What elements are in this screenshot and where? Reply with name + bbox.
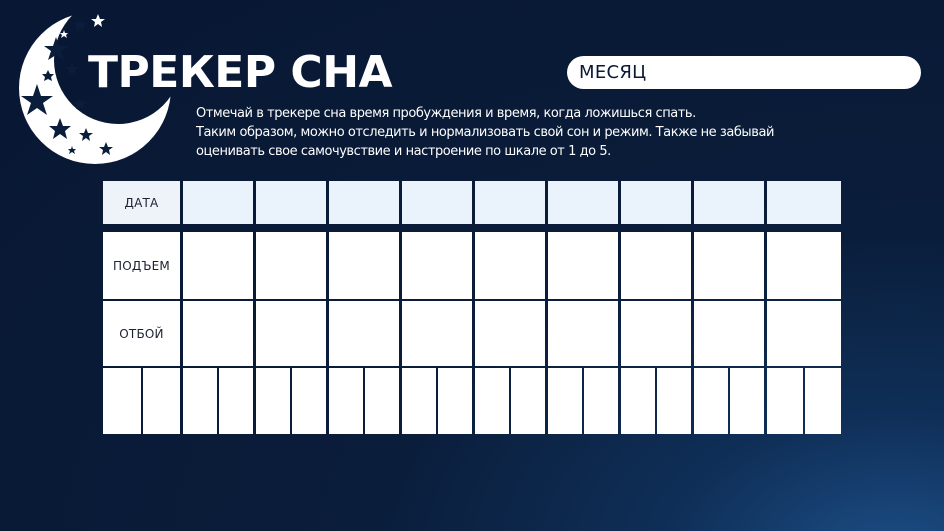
sleep-cell[interactable] bbox=[183, 301, 253, 366]
date-cell[interactable] bbox=[402, 181, 472, 224]
date-cell[interactable] bbox=[475, 181, 545, 224]
date-cell[interactable] bbox=[548, 181, 618, 224]
rating-cell[interactable] bbox=[657, 368, 691, 434]
month-label: МЕСЯЦ bbox=[579, 62, 647, 83]
date-cell[interactable] bbox=[694, 181, 764, 224]
rating-cell[interactable] bbox=[329, 368, 363, 434]
month-field[interactable] bbox=[567, 56, 921, 89]
wake-cell[interactable] bbox=[475, 232, 545, 299]
rating-cell[interactable] bbox=[584, 368, 618, 434]
sleep-cell[interactable] bbox=[329, 301, 399, 366]
wake-cell[interactable] bbox=[256, 232, 326, 299]
sleep-cell[interactable] bbox=[402, 301, 472, 366]
wake-label: ПОДЪЕМ bbox=[113, 258, 170, 273]
page-title: ТРЕКЕР СНА bbox=[88, 47, 393, 98]
rating-cell[interactable] bbox=[365, 368, 399, 434]
sleep-label-cell bbox=[103, 301, 180, 366]
sleep-cell[interactable] bbox=[548, 301, 618, 366]
sleep-cell[interactable] bbox=[475, 301, 545, 366]
rating-cell[interactable] bbox=[548, 368, 582, 434]
rating-cell[interactable] bbox=[621, 368, 655, 434]
date-cell[interactable] bbox=[183, 181, 253, 224]
intro-line: оценивать свое самочувствие и настроение по шкале от 1 до 5. bbox=[196, 144, 611, 159]
wake-label-cell bbox=[103, 232, 180, 299]
wake-cell[interactable] bbox=[621, 232, 691, 299]
date-cell[interactable] bbox=[256, 181, 326, 224]
wake-cell[interactable] bbox=[767, 232, 841, 299]
wake-cell[interactable] bbox=[402, 232, 472, 299]
rating-label-cell bbox=[143, 368, 180, 434]
wake-cell[interactable] bbox=[183, 232, 253, 299]
rating-cell[interactable] bbox=[292, 368, 326, 434]
date-cell[interactable] bbox=[767, 181, 841, 224]
rating-cell[interactable] bbox=[219, 368, 253, 434]
intro-line: Таким образом, можно отследить и нормализовать свой сон и режим. Также не забывай bbox=[196, 125, 774, 140]
rating-cell[interactable] bbox=[694, 368, 728, 434]
date-cell[interactable] bbox=[329, 181, 399, 224]
rating-cell[interactable] bbox=[256, 368, 290, 434]
rating-cell[interactable] bbox=[730, 368, 764, 434]
tracker-table bbox=[103, 232, 841, 434]
intro-line: Отмечай в трекере сна время пробуждения и время, когда ложишься спать. bbox=[196, 106, 696, 121]
wake-cell[interactable] bbox=[329, 232, 399, 299]
rating-cell[interactable] bbox=[438, 368, 472, 434]
rating-cell[interactable] bbox=[475, 368, 509, 434]
wake-cell[interactable] bbox=[694, 232, 764, 299]
date-label: ДАТА bbox=[124, 195, 159, 210]
date-row bbox=[103, 181, 841, 224]
date-label-cell bbox=[103, 181, 180, 224]
sleep-cell[interactable] bbox=[256, 301, 326, 366]
sleep-label: ОТБОЙ bbox=[119, 326, 164, 341]
sleep-cell[interactable] bbox=[621, 301, 691, 366]
rating-cell[interactable] bbox=[767, 368, 803, 434]
date-cell[interactable] bbox=[621, 181, 691, 224]
wake-cell[interactable] bbox=[548, 232, 618, 299]
rating-label-cell bbox=[103, 368, 141, 434]
intro-text bbox=[196, 104, 926, 161]
rating-cell[interactable] bbox=[402, 368, 436, 434]
rating-cell[interactable] bbox=[183, 368, 217, 434]
sleep-cell[interactable] bbox=[694, 301, 764, 366]
sleep-cell[interactable] bbox=[767, 301, 841, 366]
rating-cell[interactable] bbox=[511, 368, 545, 434]
rating-cell[interactable] bbox=[805, 368, 841, 434]
